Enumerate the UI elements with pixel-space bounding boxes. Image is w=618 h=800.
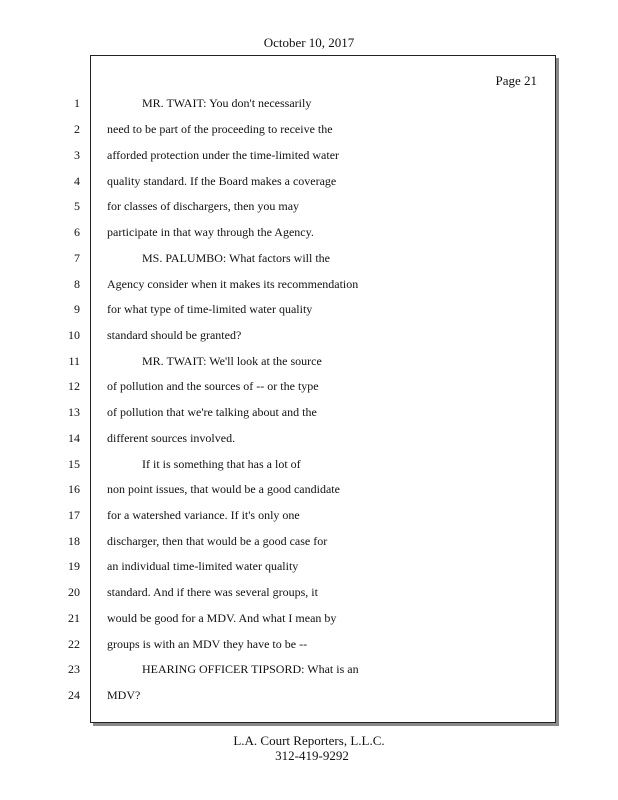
- transcript-line: afforded protection under the time-limited water: [107, 148, 340, 162]
- speaker-line: MR. TWAIT: You don't necessarily: [142, 96, 312, 110]
- transcript-line: of pollution that we're talking about and the: [107, 405, 317, 419]
- line-number: 11: [68, 354, 80, 368]
- line-number: 18: [68, 534, 80, 548]
- line-number: 20: [68, 585, 80, 599]
- transcript-line: MDV?: [107, 688, 141, 702]
- line-number: 3: [74, 148, 80, 162]
- line-number: 15: [68, 457, 80, 471]
- document-date: October 10, 2017: [263, 35, 355, 50]
- transcript-line: an individual time-limited water quality: [107, 559, 299, 573]
- line-number: 22: [68, 637, 80, 651]
- line-number: 21: [68, 611, 80, 625]
- line-number: 5: [74, 199, 80, 213]
- line-number: 1: [74, 96, 80, 110]
- page-number: Page 21: [495, 73, 537, 88]
- transcript-line: for classes of dischargers, then you may: [107, 199, 300, 213]
- court-reporter-company: L.A. Court Reporters, L.L.C.: [233, 733, 385, 748]
- line-number: 24: [68, 688, 80, 702]
- speaker-line: MR. TWAIT: We'll look at the source: [142, 354, 322, 368]
- line-number: 16: [68, 482, 80, 496]
- line-number: 19: [68, 559, 80, 573]
- transcript-line: non point issues, that would be a good candidate: [107, 482, 340, 496]
- transcript-line: groups is with an MDV they have to be --: [107, 637, 308, 651]
- line-number: 2: [74, 122, 80, 136]
- line-number: 8: [74, 277, 80, 291]
- transcript-line: participate in that way through the Agency.: [107, 225, 314, 239]
- line-number: 17: [68, 508, 80, 522]
- line-number: 4: [74, 174, 80, 188]
- transcript-line: for a watershed variance. If it's only one: [107, 508, 300, 522]
- transcript-line: need to be part of the proceeding to receive the: [107, 122, 333, 136]
- transcript-line: Agency consider when it makes its recommendation: [107, 277, 359, 291]
- line-number: 10: [68, 328, 80, 342]
- transcript-line: would be good for a MDV. And what I mean by: [107, 611, 337, 625]
- court-reporter-phone: 312-419-9292: [275, 748, 349, 763]
- line-number: 14: [68, 431, 80, 445]
- transcript-line: different sources involved.: [107, 431, 236, 445]
- line-number: 13: [68, 405, 80, 419]
- transcript-line: of pollution and the sources of -- or the type: [107, 379, 319, 393]
- transcript-line: standard. And if there was several groups, it: [107, 585, 318, 599]
- transcript-line: quality standard. If the Board makes a coverage: [107, 174, 337, 188]
- line-number: 12: [68, 379, 80, 393]
- line-number: 23: [68, 662, 80, 676]
- speaker-line: MS. PALUMBO: What factors will the: [142, 251, 330, 265]
- line-number: 6: [74, 225, 80, 239]
- speaker-line: HEARING OFFICER TIPSORD: What is an: [142, 662, 359, 676]
- transcript-line: standard should be granted?: [107, 328, 242, 342]
- line-number: 9: [74, 302, 80, 316]
- transcript-line: for what type of time-limited water quality: [107, 302, 313, 316]
- line-number: 7: [74, 251, 80, 265]
- transcript-line: discharger, then that would be a good case for: [107, 534, 328, 548]
- paragraph-line: If it is something that has a lot of: [142, 457, 301, 471]
